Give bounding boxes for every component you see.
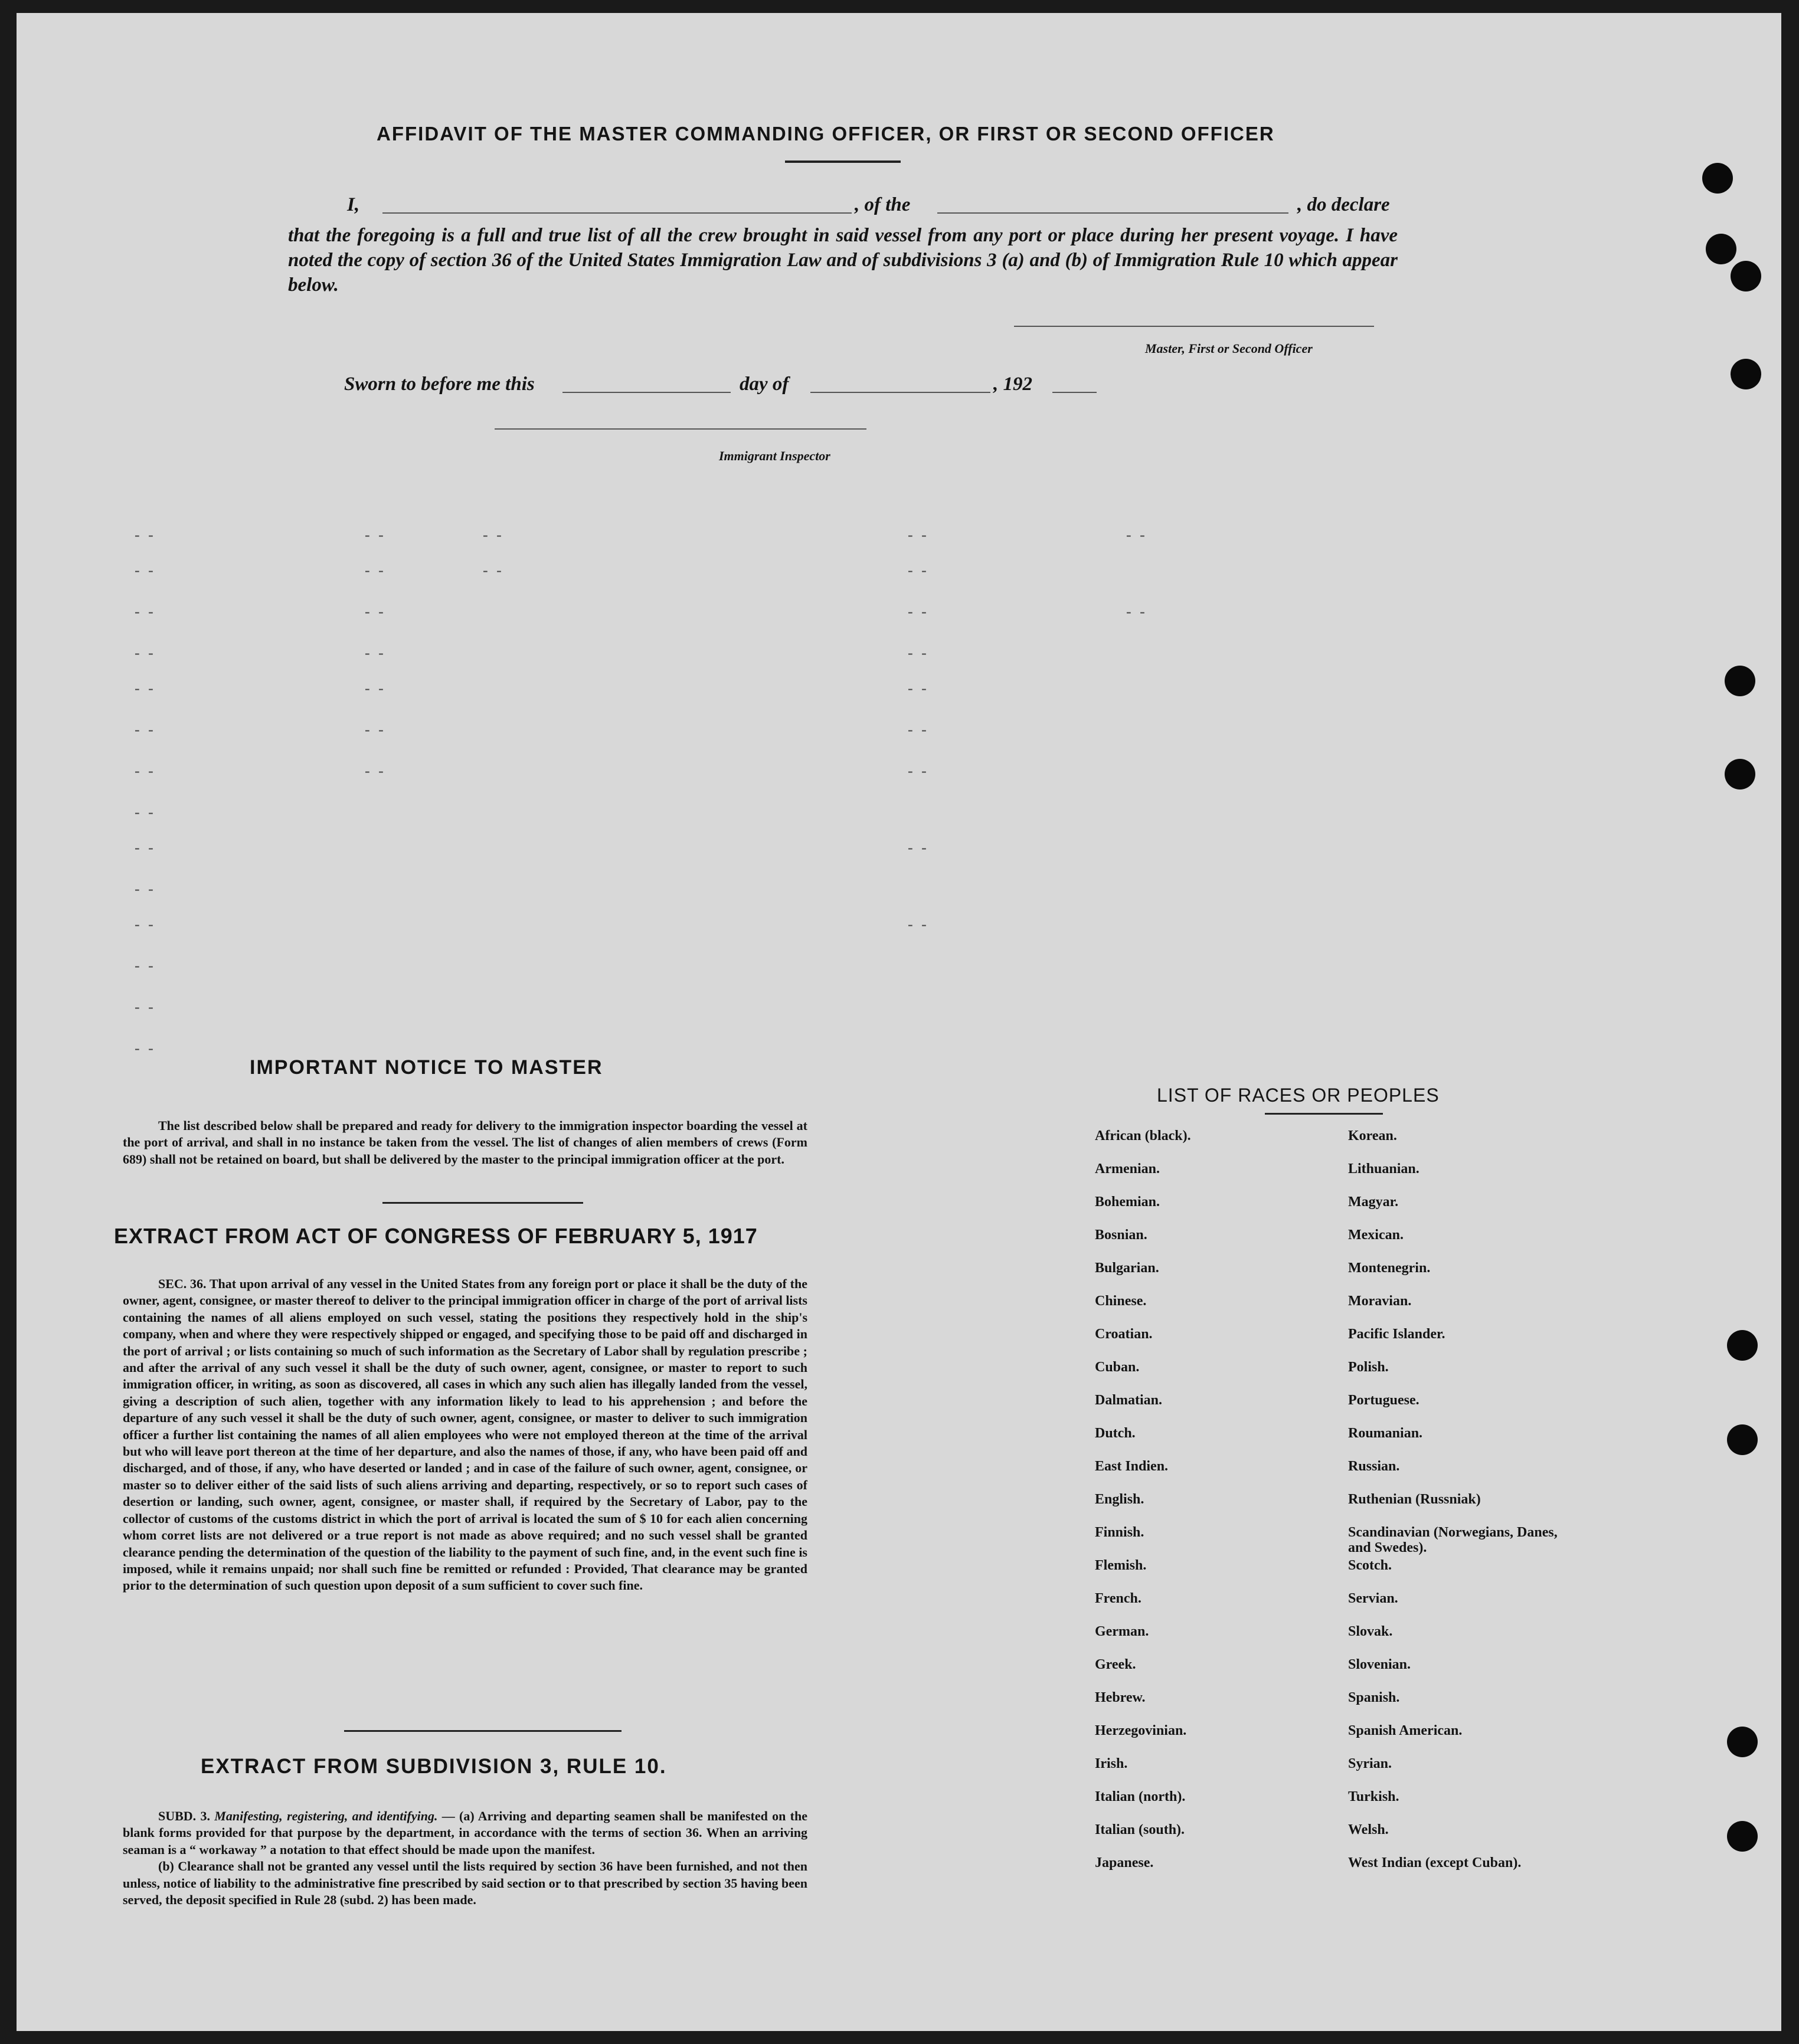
race-item: Russian. <box>1348 1459 1400 1474</box>
officer-name-field[interactable] <box>382 212 852 214</box>
race-item: Portuguese. <box>1348 1393 1419 1408</box>
race-item: Servian. <box>1348 1591 1398 1606</box>
act-extract-rule <box>344 1730 622 1732</box>
race-item: Mexican. <box>1348 1227 1404 1243</box>
punch-hole-icon <box>1727 1821 1758 1852</box>
inspector-signature-line[interactable] <box>495 428 866 430</box>
race-item: English. <box>1095 1492 1144 1507</box>
race-item: Japanese. <box>1095 1855 1154 1871</box>
race-item: Spanish. <box>1348 1690 1400 1705</box>
race-item: East Indien. <box>1095 1459 1169 1474</box>
race-item: Magyar. <box>1348 1194 1399 1210</box>
race-item: Italian (south). <box>1095 1822 1185 1837</box>
punch-hole-icon <box>1727 1727 1758 1757</box>
rule-extract-para-a-body: — (a) Arriving and departing seamen shall be manifested on the blank forms provided for that purpose by the department, in accordance with the terms of section 36. When an arriving seaman is a “ workaway ” a notation to that effect should be made upon the manifest. <box>123 1809 808 1857</box>
race-item: Pacific Islander. <box>1348 1326 1445 1342</box>
race-item: French. <box>1095 1591 1141 1606</box>
race-item: Lithuanian. <box>1348 1161 1419 1177</box>
race-item: Herzegovinian. <box>1095 1723 1187 1738</box>
punch-hole-icon <box>1706 234 1736 264</box>
punch-hole-icon <box>1731 359 1761 389</box>
race-item: Flemish. <box>1095 1558 1147 1573</box>
affidavit-do-declare: , do declare <box>1297 194 1390 215</box>
race-item: African (black). <box>1095 1128 1191 1144</box>
race-item: Scandinavian (Norwegians, Danes, and Swedes). <box>1348 1525 1558 1555</box>
race-item: Roumanian. <box>1348 1426 1423 1441</box>
race-item: Hebrew. <box>1095 1690 1146 1705</box>
race-item: Turkish. <box>1348 1789 1399 1804</box>
race-item: Bosnian. <box>1095 1227 1147 1243</box>
punch-hole-icon <box>1727 1424 1758 1455</box>
race-item: Bulgarian. <box>1095 1260 1159 1276</box>
vessel-name-field[interactable] <box>937 212 1288 214</box>
race-item: German. <box>1095 1624 1149 1639</box>
sworn-day-of: day of <box>740 374 789 395</box>
race-item: Scotch. <box>1348 1558 1392 1573</box>
rule-extract-para-a <box>123 1808 807 1858</box>
punch-hole-icon <box>1702 163 1733 194</box>
act-extract-text: SEC. 36. That upon arrival of any vessel in the United States from any foreign port or place it shall be the duty of the owner, agent, consignee, or master thereof to deliver to the principal immigration officer in charge of the port of arrival lists containing the names of all aliens employed on such vessel, stating the positions they respectively hold in the ship's company, when and where they were respectively shipped or engaged, and specifying those to be paid off and discharged in the port of arrival ; or lists containing so much of such information as the Secretary of Labor shall by regulation prescribe ; and after the arrival of any such vessel it shall be the duty of such owner, agent, consignee, or master to report to such immigration officer, in writing, as soon as discovered, all cases in which any such alien has illegally landed from the vessel, giving a description of such alien, together with any information likely to lead to his apprehension ; and before the departure of any such vessel it shall be the duty of such owner, agent, consignee, or master to deliver to such immigration officer a further list containing the names of all alien employees who were not employed thereon at the time of the arrival but who will leave port thereon at the time of her departure, and also the names of those, if any, who have been paid off and discharged, and of those, if any, who have deserted or landed ; and in case of the failure of such owner, agent, consignee, or master so to deliver either of the said lists of such aliens arriving and departing, respectively, or so to report such cases of desertion or landing, such owner, agent, consignee, or master shall, if required by the Secretary of Labor, pay to the collector of customs of the customs district in which the port of arrival is located the sum of $ 10 for each alien concerning whom corret lists are not delivered or a true report is not made as above required; and no such vessel shall be granted clearance pending the determination of the question of the liability to the payment of such fine, and, in the event such fine is imposed, while it remains unpaid; nor shall such fine be remitted or refunded : Provided, That clearance may be granted prior to the determination of such question upon deposit of a sum sufficient to cover such fine. <box>123 1276 807 1593</box>
punch-hole-icon <box>1727 1330 1758 1361</box>
sworn-year-field[interactable] <box>1052 392 1097 393</box>
race-item: Slovenian. <box>1348 1657 1411 1672</box>
notice-title: IMPORTANT NOTICE TO MASTER <box>250 1056 603 1079</box>
race-item: Greek. <box>1095 1657 1136 1672</box>
punch-hole-icon <box>1725 666 1755 696</box>
race-item: Cuban. <box>1095 1360 1140 1375</box>
race-item: Syrian. <box>1348 1756 1392 1771</box>
race-item: Welsh. <box>1348 1822 1389 1837</box>
races-title: LIST OF RACES OR PEOPLES <box>1157 1085 1440 1106</box>
race-item: Montenegrin. <box>1348 1260 1431 1276</box>
sworn-prefix: Sworn to before me this <box>344 374 535 395</box>
sworn-line <box>344 372 1111 400</box>
manifest-page: AFFIDAVIT OF THE MASTER COMMANDING OFFICER, OR FIRST OR SECOND OFFICER I, , of the , do declare that the foregoing is a full and true list of all the crew brought in said vessel from any port or place during her present voyage. I have noted the copy of section 36 of the United States Immigration Law and of subdivisions 3 (a) and (b) of Immigration Rule 10 which appear below. Master, First or Second Officer Sworn to before me this day of , 192 Immigrant Inspector - - - - - - - - - - - - - - - - - - - - - - - - - - - - - - - - - - - - - - - - - - - - - - - - - - - - - - - - - - - - - - - - - - - - IMPORTANT NOTICE TO MASTER The list described below shall be prepared and ready for delivery to the immigration inspector boarding the vessel at the port of arrival, and shall in no instance be taken from the vessel. The list of changes of alien members of crews (Form 689) shall not be retained on board, but shall be delivered by the master to the principal immigration officer at the port. EXTRACT FROM ACT OF CONGRESS OF FEBRUARY 5, 1917 SEC. 36. That upon arrival of any vessel in the United States from any foreign port or place it shall be the duty of the owner, agent, consignee, or master thereof to deliver to the principal immigration officer in charge of the port of arrival lists containing the names of all aliens employed on such vessel, stating the positions they respectively hold in the ship's company, when and where they were respectively shipped or engaged, and specifying those to be paid off and discharged in the port of arrival ; or lists containing so much of such information as the Secretary of Labor shall by regulation prescribe ; and after the arrival of any such vessel it shall be the duty of such owner, agent, consignee, or master to report to such immigration officer, in writing, as soon as discovered, all cases in which any such alien has illegally landed from the vessel, giving a description of such alien, together with any information likely to lead to his apprehension ; and before the departure of any such vessel it shall be the duty of such owner, agent, consignee, or master to deliver to such immigration officer a further list containing the names of all alien employees who were not employed thereon at the time of the arrival but who will leave port thereon at the time of her departure, and also the names of those, if any, who have been paid off and discharged, and of those, if any, who have deserted or landed ; and in case of the failure of such owner, agent, consignee, or master so to deliver either of the said lists of such aliens arriving and departing, respectively, or so to report such cases of desertion or landing, such owner, agent, consignee, or master shall, if required by the Secretary of Labor, pay to the collector of customs of the customs district in which the port of arrival is located the sum of $ 10 for each alien concerning whom corret lists are not delivered or a true report is not made as above required; and no such vessel shall be granted clearance pending the determination of the question of the liability to the payment of such fine, and, in the event such fine is imposed, while it remains unpaid; nor shall such fine be remitted or refunded : Provided, That clearance may be granted prior to the determination of such question upon deposit of a sum sufficient to cover such fine. EXTRACT FROM SUBDIVISION 3, RULE 10. SUBD. 3. Manifesting, registering, and identifying. — (a) Arriving and departing seamen shall be manifested on the blank forms provided for that purpose by the department, in accordance with the terms of section 36. When an arriving seaman is a “ workaway ” a notation to that effect should be made upon the manifest. (b) Clearance shall not be granted any vessel until the lists required by section 36 have been furnished, and not then unless, notice of liability to the administrative fine prescribed by said section or to that prescribed by section 35 having been served, the deposit specified in Rule 28 (subd. 2) has been made. LIST OF RACES OR PEOPLES African (black). Armenian. Bohemian. Bosnian. Bulgarian. Chinese. Croatian. Cuban. Dalmatian. Dutch. East Indien. English. Finnish. Flemish. French. German. Greek. Hebrew. Herzegovinian. Irish. Italian (north). Italian (south). Japanese. Korean. Lithuanian. Magyar. Mexican. Montenegrin. Moravian. Pacific Islander. Polish. Portuguese. Roumanian. Russian. Ruthenian (Russniak) Scandinavian (Norwegians, Danes, and Swedes). Scotch. Servian. Slovak. Slovenian. Spanish. Spanish American. Syrian. Turkish. Welsh. West Indian (except Cuban). <box>17 13 1781 2031</box>
races-left-column <box>1095 1128 1191 1888</box>
act-extract-body <box>123 1276 807 1594</box>
act-extract-title: EXTRACT FROM ACT OF CONGRESS OF FEBRUARY 5, 1917 <box>114 1224 758 1248</box>
race-item: Croatian. <box>1095 1326 1153 1342</box>
race-item: Moravian. <box>1348 1293 1412 1309</box>
affidavit-of-the: , of the <box>855 194 911 215</box>
affidavit-line-1 <box>347 192 1398 221</box>
master-signature-caption: Master, First or Second Officer <box>1145 341 1313 356</box>
notice-body <box>123 1118 807 1168</box>
sworn-month-field[interactable] <box>810 392 990 393</box>
affidavit-title: AFFIDAVIT OF THE MASTER COMMANDING OFFICER, OR FIRST OR SECOND OFFICER <box>377 123 1275 145</box>
race-item: Armenian. <box>1095 1161 1160 1177</box>
inspector-caption: Immigrant Inspector <box>719 448 830 463</box>
rule-extract-body <box>123 1808 807 1908</box>
affidavit-body: that the foregoing is a full and true list of all the crew brought in said vessel from any port or place during her present voyage. I have noted the copy of section 36 of the United States Immigration Law and of subdivisions 3 (a) and (b) of Immigration Rule 10 which appear below. <box>288 225 1398 296</box>
races-title-rule <box>1265 1113 1383 1115</box>
race-item: Slovak. <box>1348 1624 1393 1639</box>
race-item: Polish. <box>1348 1360 1389 1375</box>
punch-hole-icon <box>1725 759 1755 790</box>
races-right-column <box>1348 1128 1561 1888</box>
master-signature-line[interactable] <box>1014 326 1374 327</box>
notice-text: The list described below shall be prepared and ready for delivery to the immigration inspector boarding the vessel at the port of arrival, and shall in no instance be taken from the vessel. The list of changes of alien members of crews (Form 689) shall not be retained on board, but shall be delivered by the master to the principal immigration officer at the port. <box>123 1118 807 1167</box>
notice-rule <box>382 1202 583 1204</box>
race-item: Dalmatian. <box>1095 1393 1162 1408</box>
affidavit-i: I, <box>347 194 360 215</box>
rule-extract-title: EXTRACT FROM SUBDIVISION 3, RULE 10. <box>201 1755 667 1778</box>
race-item: Bohemian. <box>1095 1194 1160 1210</box>
race-item: Dutch. <box>1095 1426 1136 1441</box>
rule-extract-subject: Manifesting, registering, and identifying. <box>214 1809 438 1823</box>
race-item: West Indian (except Cuban). <box>1348 1855 1522 1871</box>
race-item: Italian (north). <box>1095 1789 1186 1804</box>
race-item: Korean. <box>1348 1128 1397 1144</box>
affidavit-title-rule <box>785 160 901 163</box>
race-item: Spanish American. <box>1348 1723 1463 1738</box>
sworn-day-field[interactable] <box>562 392 731 393</box>
rule-extract-lead: SUBD. 3. <box>158 1809 210 1823</box>
punch-hole-icon <box>1731 261 1761 291</box>
race-item: Chinese. <box>1095 1293 1147 1309</box>
race-item: Finnish. <box>1095 1525 1144 1540</box>
sworn-year: , 192 <box>993 374 1032 395</box>
race-item: Irish. <box>1095 1756 1128 1771</box>
race-item: Ruthenian (Russniak) <box>1348 1492 1481 1507</box>
rule-extract-para-b: (b) Clearance shall not be granted any vessel until the lists required by section 36 have been furnished, and not then unless, notice of liability to the administrative fine prescribed by said section or to that prescribed by section 35 having been served, the deposit specified in Rule 28 (subd. 2) has been made. <box>123 1859 807 1908</box>
